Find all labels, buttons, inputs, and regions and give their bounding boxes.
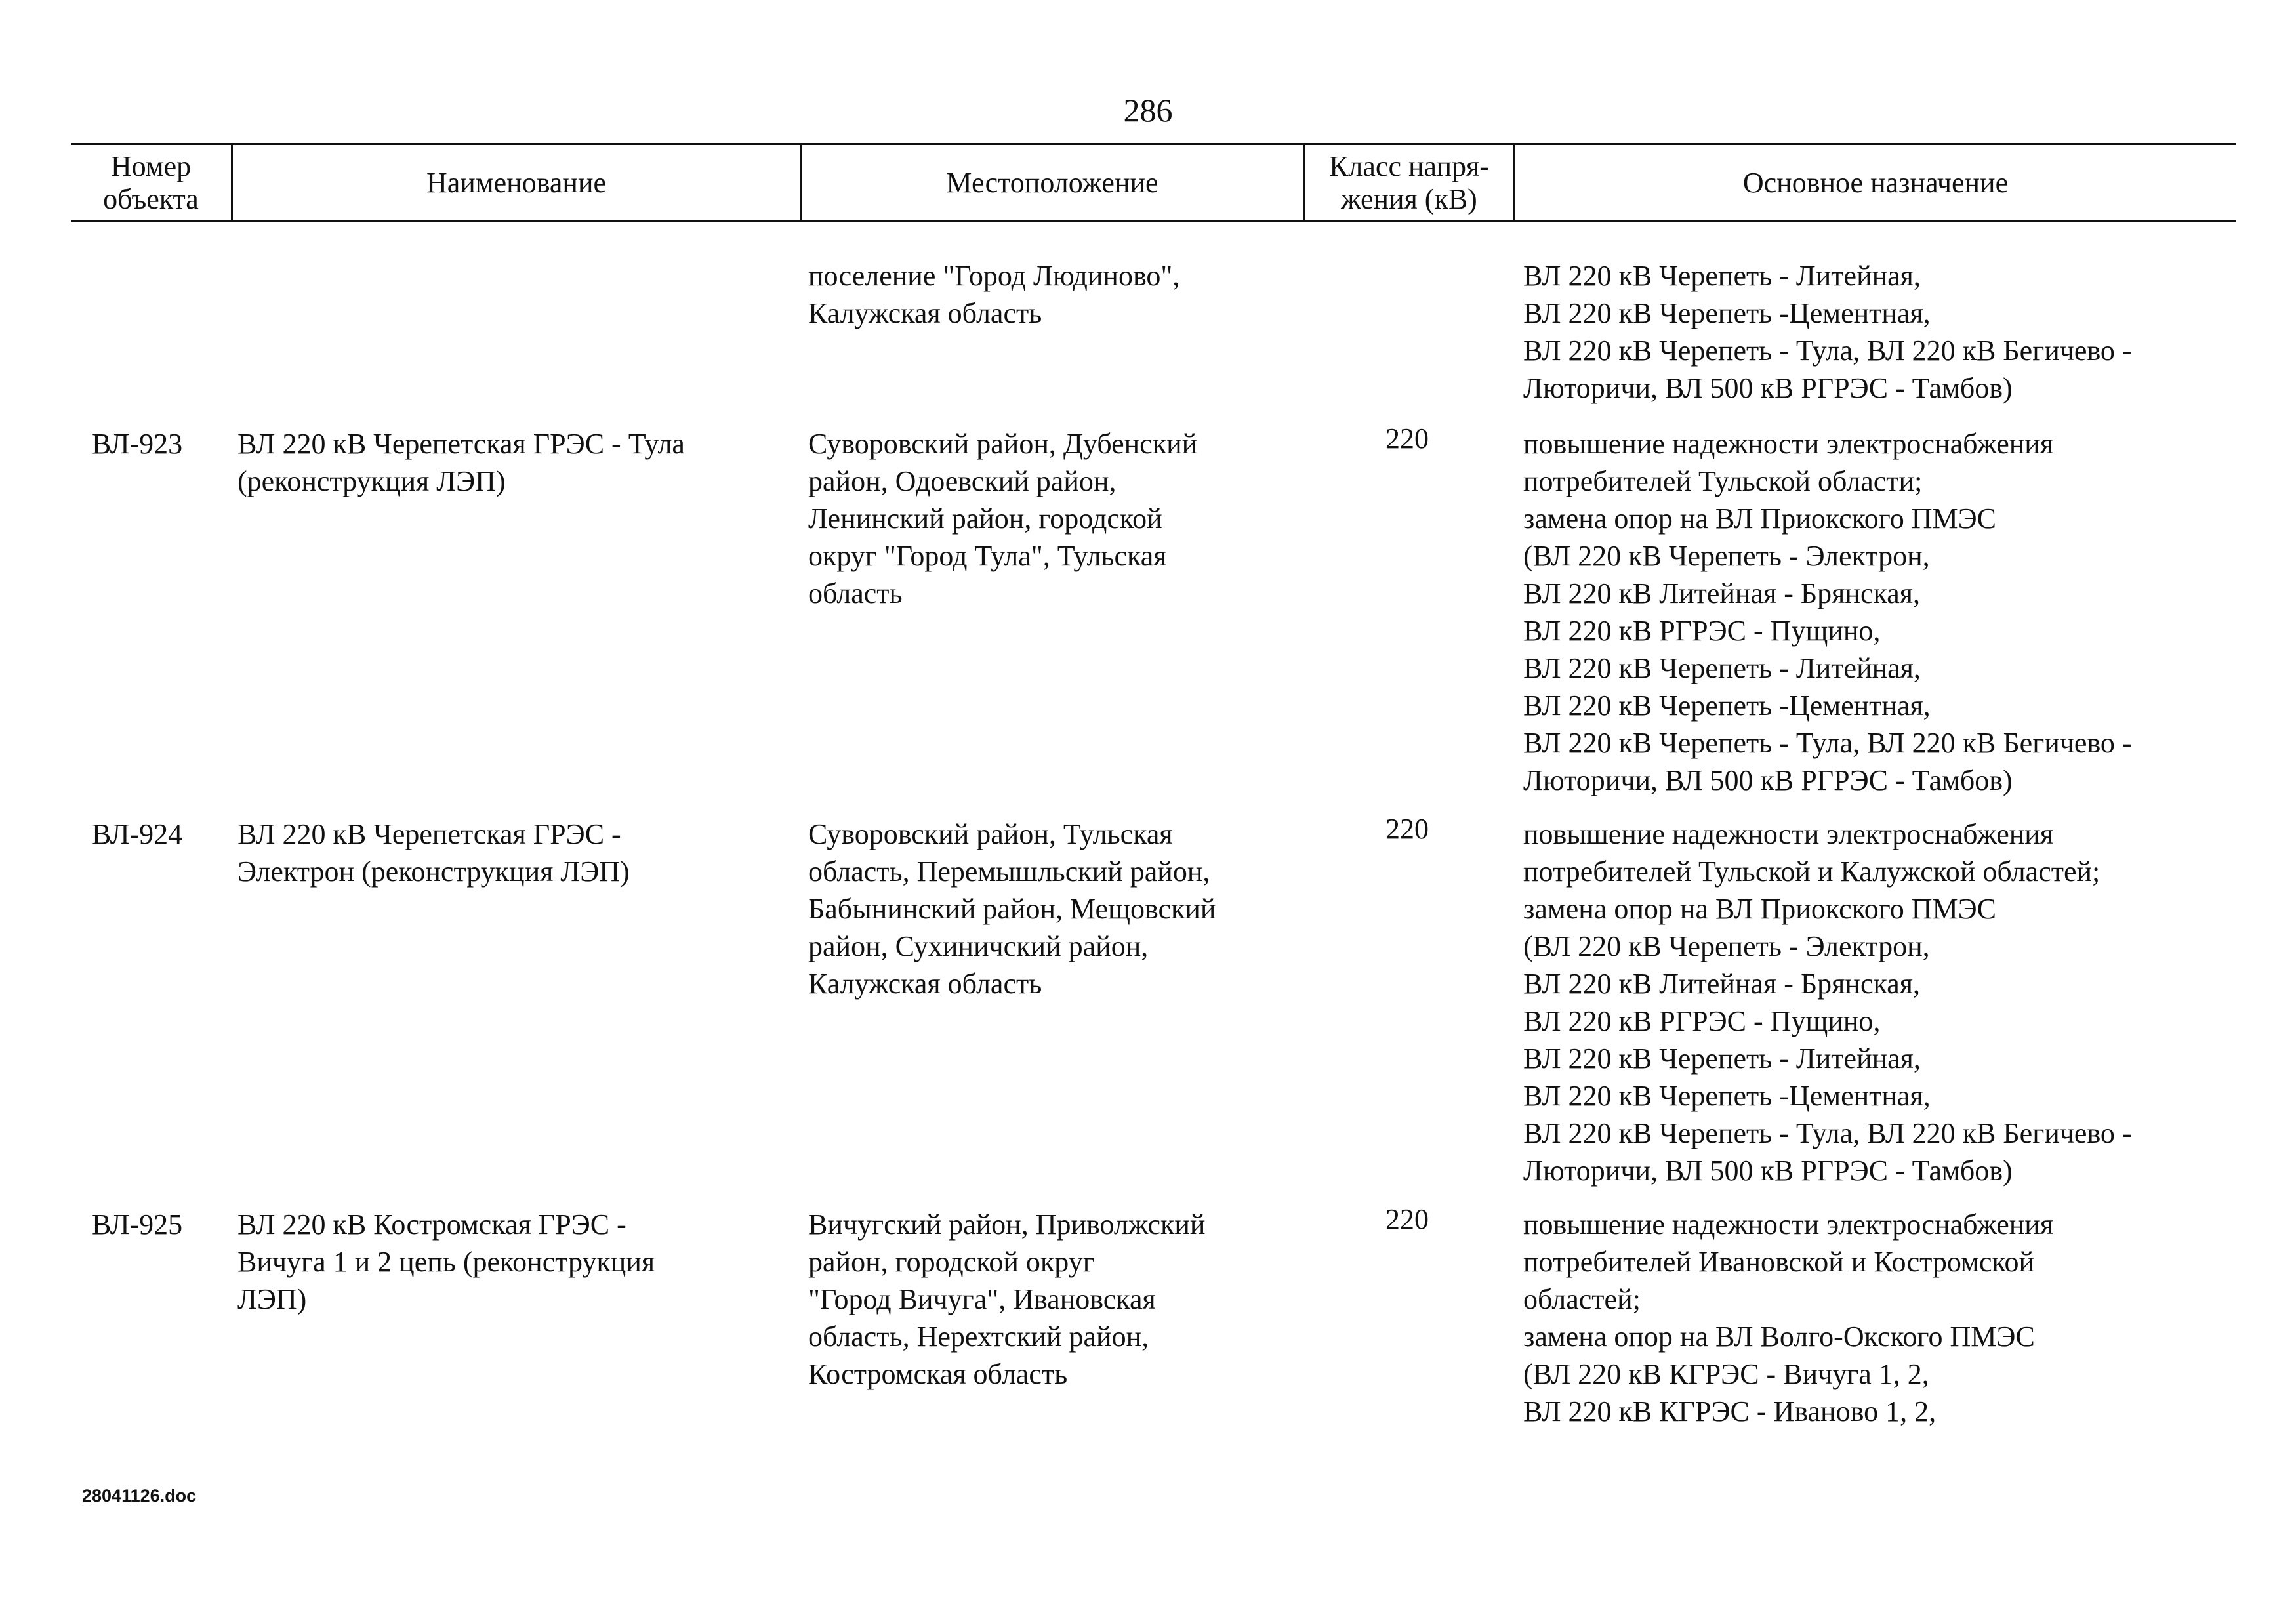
name-cell: ВЛ 220 кВ Черепетская ГРЭС - Электрон (реконструкция ЛЭП)	[237, 818, 630, 888]
purpose-cell: повышение надежности электроснабжения потребителей Ивановской и Костромской областей; замена опор на ВЛ Волго-Окского ПМЭС (ВЛ 220 кВ КГРЭС - Вичуга 1, 2, ВЛ 220 кВ КГРЭС - Иваново 1, 2,	[1523, 1208, 2054, 1427]
location-cell: Суворовский район, Тульская область, Перемышльский район, Бабынинский район, Мещовский район, Сухиничский район, Калужская область	[808, 818, 1216, 1000]
purpose-cell: ВЛ 220 кВ Черепеть - Литейная, ВЛ 220 кВ Черепеть -Цементная, ВЛ 220 кВ Черепеть - Тула, ВЛ 220 кВ Бегичево - Люторичи, ВЛ 500 кВ РГРЭС - Тамбов)	[1523, 260, 2132, 404]
name-cell: ВЛ 220 кВ Черепетская ГРЭС - Тула (реконструкция ЛЭП)	[237, 428, 685, 497]
header-object-number: Номер объекта	[103, 150, 199, 215]
header-main-purpose: Основное назначение	[1742, 166, 2009, 199]
purpose-cell: повышение надежности электроснабжения потребителей Тульской области; замена опор на ВЛ Приокского ПМЭС (ВЛ 220 кВ Черепеть - Электрон, ВЛ 220 кВ Литейная - Брянская, ВЛ 220 кВ РГРЭС - Пущино, ВЛ 220 кВ Черепеть - Литейная, ВЛ 220 кВ Черепеть -Цементная, ВЛ 220 кВ Черепеть - Тула, ВЛ 220 кВ Бегичево - Люторичи, ВЛ 500 кВ РГРЭС - Тамбов)	[1523, 428, 2132, 796]
voltage-cell: 220	[1385, 813, 1429, 845]
header-location: Местоположение	[946, 166, 1158, 199]
document-filename: 28041126.doc	[82, 1486, 197, 1506]
purpose-cell: повышение надежности электроснабжения потребителей Тульской и Калужской областей; замена опор на ВЛ Приокского ПМЭС (ВЛ 220 кВ Черепеть - Электрон, ВЛ 220 кВ Литейная - Брянская, ВЛ 220 кВ РГРЭС - Пущино, ВЛ 220 кВ Черепеть - Литейная, ВЛ 220 кВ Черепеть -Цементная, ВЛ 220 кВ Черепеть - Тула, ВЛ 220 кВ Бегичево - Люторичи, ВЛ 500 кВ РГРЭС - Тамбов)	[1523, 818, 2132, 1187]
location-cell: поселение "Город Людиново", Калужская область	[808, 260, 1180, 329]
header-voltage-class: Класс напря- жения (кВ)	[1329, 150, 1489, 215]
object-number-cell: ВЛ-924	[92, 818, 183, 850]
header-bottom-rule	[71, 220, 2236, 222]
object-number-cell: ВЛ-925	[92, 1208, 183, 1241]
voltage-cell: 220	[1385, 1203, 1429, 1235]
object-number-cell: ВЛ-923	[92, 428, 183, 460]
page-number: 286	[1123, 92, 1173, 129]
location-cell: Вичугский район, Приволжский район, городской округ "Город Вичуга", Ивановская область, Нерехтский район, Костромская область	[808, 1208, 1206, 1390]
name-cell: ВЛ 220 кВ Костромская ГРЭС - Вичуга 1 и 2 цепь (реконструкция ЛЭП)	[237, 1208, 655, 1315]
location-cell: Суворовский район, Дубенский район, Одоевский район, Ленинский район, городской округ "Город Тула", Тульская область	[808, 428, 1198, 609]
voltage-cell: 220	[1385, 422, 1429, 455]
header-name: Наименование	[426, 166, 607, 199]
